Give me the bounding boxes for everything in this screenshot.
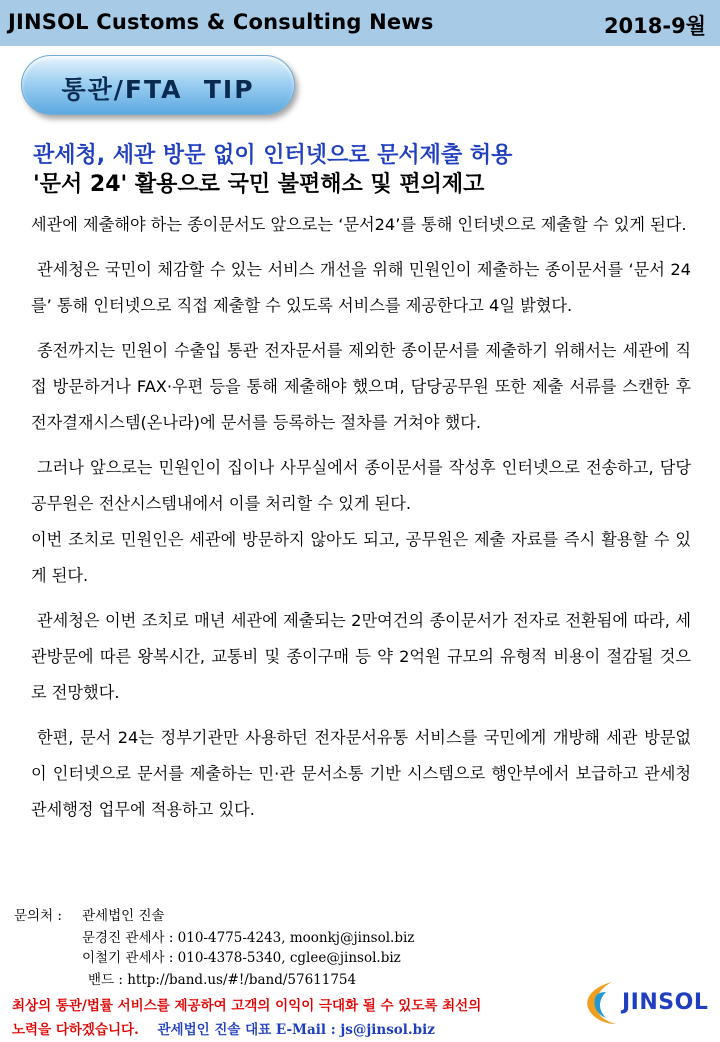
jinsol-swoosh-icon bbox=[582, 978, 622, 1028]
article-paragraph-6: 관세청은 이번 조치로 매년 세관에 제출되는 2만여건의 종이문서가 전자로 전환됨에 따라, 세관방문에 따른 왕복시간, 교통비 및 종이구매 등 약 2억원 규모의 유형적 비용이 절감될 것으로 전망했다. bbox=[31, 611, 691, 702]
article-subheadline: '문서 24' 활용으로 국민 불편해소 및 편의제고 bbox=[33, 172, 485, 197]
contact-band-link[interactable]: 밴드 : http://band.us/#!/band/57611754 bbox=[88, 972, 357, 988]
issue-date: 2018-9월 bbox=[603, 14, 706, 38]
footer-slogan bbox=[12, 994, 582, 1042]
contact-label: 문의처 : bbox=[14, 908, 62, 924]
contact-person-1: 문경진 관세사 : 010-4775-4243, moonkj@jinsol.biz bbox=[82, 930, 415, 946]
newsletter-header bbox=[0, 0, 720, 46]
article-paragraph-7: 한편, 문서 24는 정부기관만 사용하던 전자문서유통 서비스를 국민에게 개방해 세관 방문없이 인터넷으로 문서를 제출하는 민·관 문서소통 기반 시스템으로 행안부에서 보급하고 관세청 관세행정 업무에 적용하고 있다. bbox=[31, 728, 691, 819]
article-paragraph-1: 세관에 제출해야 하는 종이문서도 앞으로는 ‘문서24’를 통해 인터넷으로 제출할 수 있게 된다. bbox=[31, 215, 687, 234]
footer-slogan-line-2: 노력을 다하겠습니다. bbox=[12, 1022, 139, 1038]
contact-person-2: 이철기 관세사 : 010-4378-5340, cglee@jinsol.biz bbox=[82, 950, 401, 966]
jinsol-logo bbox=[582, 978, 712, 1028]
section-badge-label: 통관/FTA TIP bbox=[61, 75, 255, 104]
article-body bbox=[31, 207, 691, 837]
article-headline: 관세청, 세관 방문 없이 인터넷으로 문서제출 허용 bbox=[33, 143, 513, 168]
jinsol-logo-text: JINSOL bbox=[622, 990, 709, 1015]
article-paragraph-5: 이번 조치로 민원인은 세관에 방문하지 않아도 되고, 공무원은 제출 자료를 즉시 활용할 수 있게 된다. bbox=[31, 530, 691, 585]
newsletter-title: JINSOL Customs & Consulting News bbox=[8, 10, 434, 34]
article-paragraph-4: 그러나 앞으로는 민원인이 집이나 사무실에서 종이문서를 작성후 인터넷으로 전송하고, 담당 공무원은 전산시스템내에서 이를 처리할 수 있게 된다. bbox=[31, 458, 691, 513]
article-paragraph-3: 종전까지는 민원이 수출입 통관 전자문서를 제외한 종이문서를 제출하기 위해서는 세관에 직접 방문하거나 FAX·우편 등을 통해 제출해야 했으며, 담당공무원 또한 제출 서류를 스캔한 후 전자결재시스템(온나라)에 문서를 등록하는 절차를 거쳐야 했다. bbox=[31, 341, 691, 432]
contact-org: 관세법인 진솔 bbox=[82, 908, 165, 924]
footer-org-email: 관세법인 진솔 대표 E-Mail : js@jinsol.biz bbox=[157, 1022, 435, 1038]
section-badge bbox=[21, 55, 295, 115]
article-paragraph-2: 관세청은 국민이 체감할 수 있는 서비스 개선을 위해 민원인이 제출하는 종이문서를 ‘문서 24를’ 통해 인터넷으로 직접 제출할 수 있도록 서비스를 제공한다고 4일 밝혔다. bbox=[31, 260, 691, 315]
footer-slogan-line-1: 최상의 통관/법률 서비스를 제공하여 고객의 이익이 극대화 될 수 있도록 최선의 bbox=[12, 998, 482, 1014]
